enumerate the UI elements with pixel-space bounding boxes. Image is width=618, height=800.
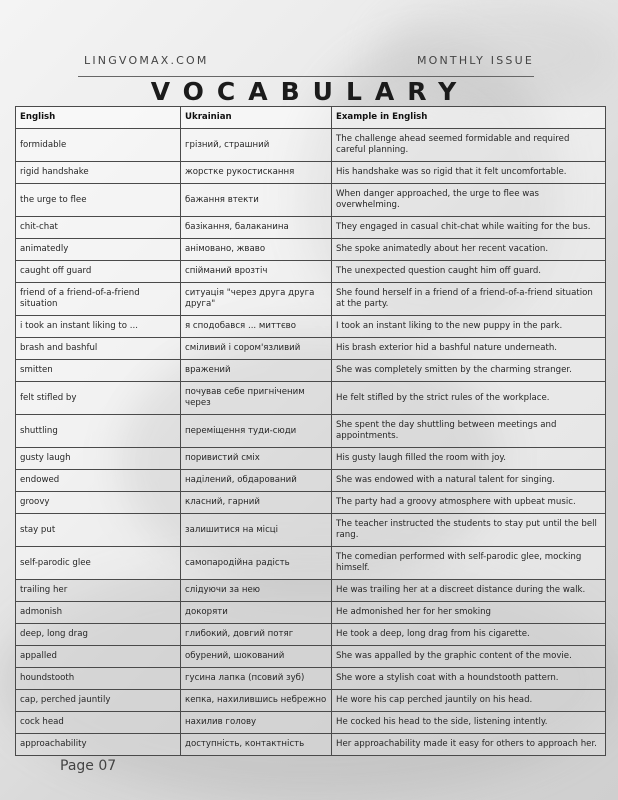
site-name: LINGVOMAX.COM bbox=[84, 54, 209, 67]
english-term: trailing her bbox=[16, 580, 181, 602]
table-row bbox=[16, 129, 606, 162]
example-sentence: She was endowed with a natural talent for singing. bbox=[332, 470, 606, 492]
example-sentence: He took a deep, long drag from his cigarette. bbox=[332, 624, 606, 646]
example-sentence: He felt stifled by the strict rules of the workplace. bbox=[332, 382, 606, 415]
example-sentence: She spent the day shuttling between meetings and appointments. bbox=[332, 415, 606, 448]
example-sentence: He cocked his head to the side, listening intently. bbox=[332, 712, 606, 734]
english-term: rigid handshake bbox=[16, 162, 181, 184]
example-sentence: They engaged in casual chit-chat while waiting for the bus. bbox=[332, 217, 606, 239]
example-sentence: Her approachability made it easy for others to approach her. bbox=[332, 734, 606, 756]
english-term: gusty laugh bbox=[16, 448, 181, 470]
vocabulary-table bbox=[15, 106, 606, 756]
table-row bbox=[16, 239, 606, 261]
english-term: admonish bbox=[16, 602, 181, 624]
ukrainian-translation: бажання втекти bbox=[181, 184, 332, 217]
ukrainian-translation: нахилив голову bbox=[181, 712, 332, 734]
column-header-ukrainian: Ukrainian bbox=[181, 107, 332, 129]
table-header-row bbox=[16, 107, 606, 129]
table-row bbox=[16, 514, 606, 547]
example-sentence: His handshake was so rigid that it felt uncomfortable. bbox=[332, 162, 606, 184]
table-row bbox=[16, 261, 606, 283]
table-row bbox=[16, 580, 606, 602]
english-term: i took an instant liking to ... bbox=[16, 316, 181, 338]
ukrainian-translation: грізний, страшний bbox=[181, 129, 332, 162]
english-term: smitten bbox=[16, 360, 181, 382]
ukrainian-translation: обурений, шокований bbox=[181, 646, 332, 668]
ukrainian-translation: сміливий і сором'язливий bbox=[181, 338, 332, 360]
table-row bbox=[16, 602, 606, 624]
english-term: chit-chat bbox=[16, 217, 181, 239]
ukrainian-translation: докоряти bbox=[181, 602, 332, 624]
ukrainian-translation: кепка, нахилившись небрежно bbox=[181, 690, 332, 712]
ukrainian-translation: доступність, контактність bbox=[181, 734, 332, 756]
english-term: approachability bbox=[16, 734, 181, 756]
ukrainian-translation: базікання, балаканина bbox=[181, 217, 332, 239]
table-row bbox=[16, 360, 606, 382]
ukrainian-translation: гусина лапка (псовий зуб) bbox=[181, 668, 332, 690]
table-row bbox=[16, 283, 606, 316]
table-row bbox=[16, 184, 606, 217]
example-sentence: He admonished her for her smoking bbox=[332, 602, 606, 624]
english-term: appalled bbox=[16, 646, 181, 668]
ukrainian-translation: спійманий врозтіч bbox=[181, 261, 332, 283]
english-term: stay put bbox=[16, 514, 181, 547]
issue-label: MONTHLY ISSUE bbox=[416, 54, 534, 67]
ukrainian-translation: самопародійна радість bbox=[181, 547, 332, 580]
table-row bbox=[16, 624, 606, 646]
table-row bbox=[16, 734, 606, 756]
english-term: felt stifled by bbox=[16, 382, 181, 415]
page-number: Page 07 bbox=[60, 758, 117, 774]
page-title: VOCABULARY bbox=[150, 77, 470, 106]
ukrainian-translation: класний, гарний bbox=[181, 492, 332, 514]
table-row bbox=[16, 646, 606, 668]
english-term: friend of a friend-of-a-friend situation bbox=[16, 283, 181, 316]
table-row bbox=[16, 338, 606, 360]
table-row bbox=[16, 712, 606, 734]
ukrainian-translation: слідуючи за нею bbox=[181, 580, 332, 602]
column-header-english: English bbox=[16, 107, 181, 129]
example-sentence: When danger approached, the urge to flee was overwhelming. bbox=[332, 184, 606, 217]
table-row bbox=[16, 547, 606, 580]
table-row bbox=[16, 470, 606, 492]
ukrainian-translation: жорстке рукостискання bbox=[181, 162, 332, 184]
ukrainian-translation: я сподобався ... миттєво bbox=[181, 316, 332, 338]
ukrainian-translation: залишитися на місці bbox=[181, 514, 332, 547]
ukrainian-translation: наділений, обдарований bbox=[181, 470, 332, 492]
table-row bbox=[16, 162, 606, 184]
example-sentence: She wore a stylish coat with a houndstooth pattern. bbox=[332, 668, 606, 690]
example-sentence: The unexpected question caught him off guard. bbox=[332, 261, 606, 283]
ukrainian-translation: вражений bbox=[181, 360, 332, 382]
column-header-example: Example in English bbox=[332, 107, 606, 129]
example-sentence: He wore his cap perched jauntily on his head. bbox=[332, 690, 606, 712]
english-term: caught off guard bbox=[16, 261, 181, 283]
table-row bbox=[16, 415, 606, 448]
example-sentence: She was completely smitten by the charming stranger. bbox=[332, 360, 606, 382]
example-sentence: His gusty laugh filled the room with joy. bbox=[332, 448, 606, 470]
english-term: groovy bbox=[16, 492, 181, 514]
english-term: cock head bbox=[16, 712, 181, 734]
example-sentence: The teacher instructed the students to stay put until the bell rang. bbox=[332, 514, 606, 547]
example-sentence: She was appalled by the graphic content of the movie. bbox=[332, 646, 606, 668]
english-term: houndstooth bbox=[16, 668, 181, 690]
ukrainian-translation: глибокий, довгий потяг bbox=[181, 624, 332, 646]
ukrainian-translation: почував себе пригніченим через bbox=[181, 382, 332, 415]
english-term: cap, perched jauntily bbox=[16, 690, 181, 712]
page-header bbox=[84, 54, 534, 67]
example-sentence: The party had a groovy atmosphere with upbeat music. bbox=[332, 492, 606, 514]
table-row bbox=[16, 668, 606, 690]
english-term: brash and bashful bbox=[16, 338, 181, 360]
ukrainian-translation: анімовано, жваво bbox=[181, 239, 332, 261]
example-sentence: His brash exterior hid a bashful nature underneath. bbox=[332, 338, 606, 360]
example-sentence: He was trailing her at a discreet distance during the walk. bbox=[332, 580, 606, 602]
ukrainian-translation: переміщення туди-сюди bbox=[181, 415, 332, 448]
table-row bbox=[16, 316, 606, 338]
ukrainian-translation: поривистий сміх bbox=[181, 448, 332, 470]
english-term: animatedly bbox=[16, 239, 181, 261]
table-row bbox=[16, 492, 606, 514]
example-sentence: She found herself in a friend of a friend-of-a-friend situation at the party. bbox=[332, 283, 606, 316]
english-term: self-parodic glee bbox=[16, 547, 181, 580]
example-sentence: She spoke animatedly about her recent vacation. bbox=[332, 239, 606, 261]
english-term: deep, long drag bbox=[16, 624, 181, 646]
example-sentence: The comedian performed with self-parodic glee, mocking himself. bbox=[332, 547, 606, 580]
example-sentence: I took an instant liking to the new puppy in the park. bbox=[332, 316, 606, 338]
english-term: endowed bbox=[16, 470, 181, 492]
table-row bbox=[16, 448, 606, 470]
table-row bbox=[16, 382, 606, 415]
table-row bbox=[16, 690, 606, 712]
english-term: shuttling bbox=[16, 415, 181, 448]
english-term: the urge to flee bbox=[16, 184, 181, 217]
table-row bbox=[16, 217, 606, 239]
english-term: formidable bbox=[16, 129, 181, 162]
ukrainian-translation: ситуація "через друга друга друга" bbox=[181, 283, 332, 316]
example-sentence: The challenge ahead seemed formidable and required careful planning. bbox=[332, 129, 606, 162]
